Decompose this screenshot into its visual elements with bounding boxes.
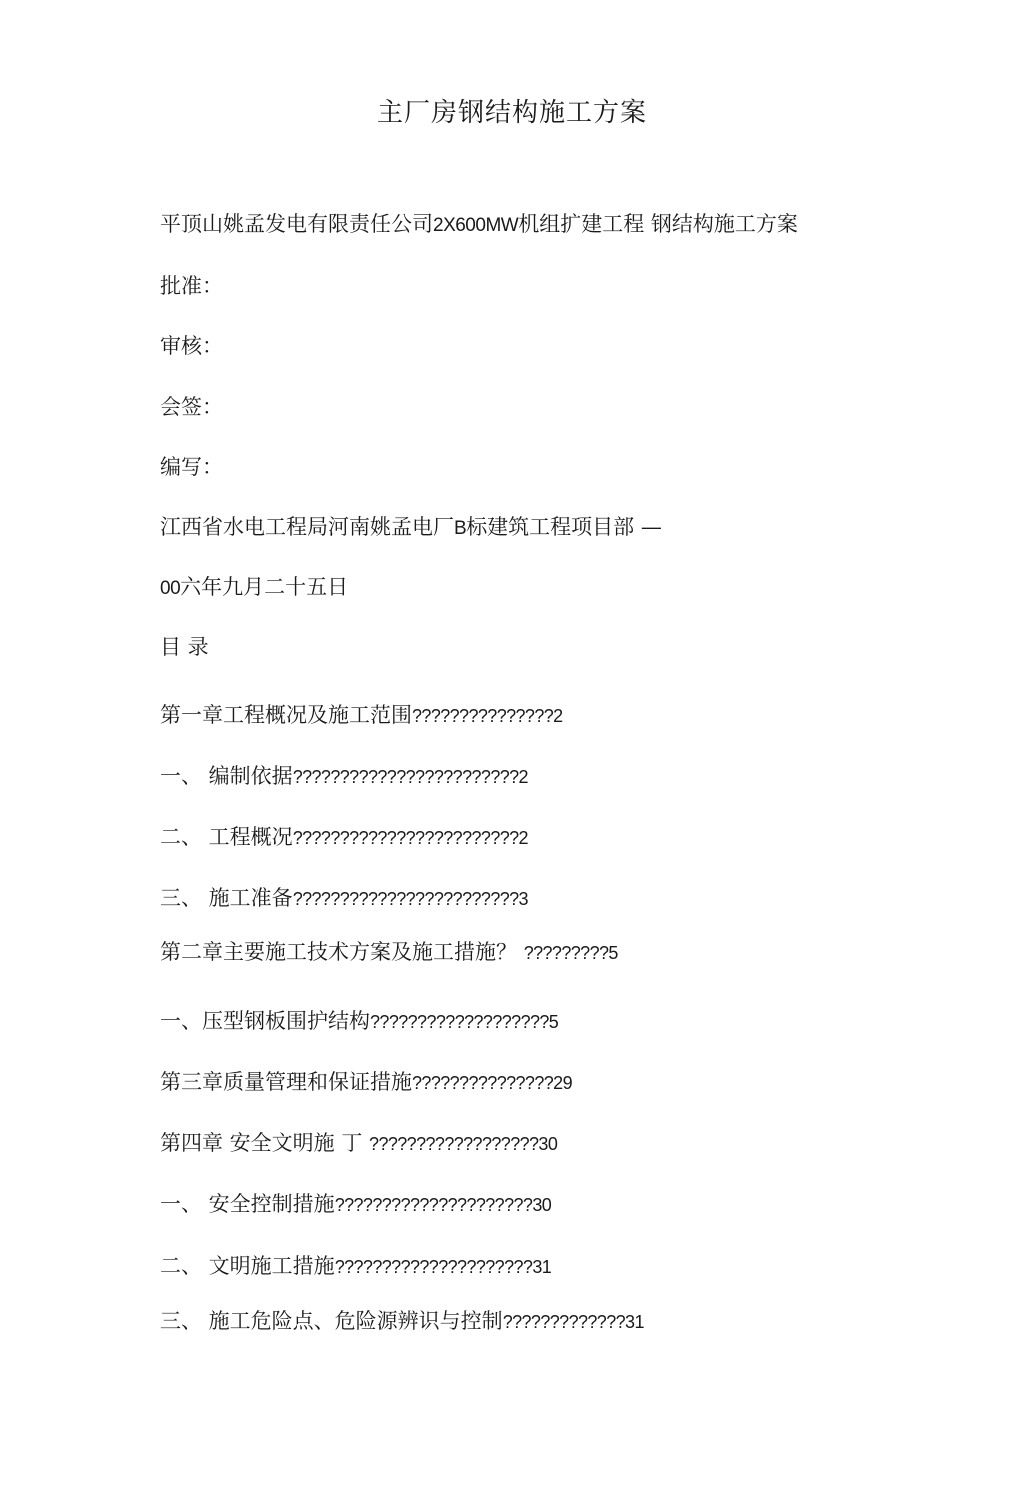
toc-entry-leader: ???????????????29 [412, 1073, 572, 1093]
toc-entry-label: 第三章质量管理和保证措施 [160, 1070, 412, 1094]
toc-entry-leader: ?????????????????????31 [334, 1257, 552, 1277]
toc-entry-label: 三、 施工危险点、危险源辨识与控制 [160, 1309, 503, 1333]
toc-entry[interactable] [160, 1127, 557, 1157]
project-description: 机组扩建工程 钢结构施工方案 [518, 212, 798, 236]
review-label: 审核： [160, 334, 223, 358]
toc-entry[interactable] [160, 699, 563, 729]
document-title: 主厂房钢结构施工方案 [376, 98, 647, 128]
toc-entry[interactable] [160, 882, 528, 912]
toc-entry-leader: ?????????5 [523, 943, 618, 963]
toc-entry[interactable] [160, 760, 528, 790]
toc-entry[interactable] [160, 1250, 551, 1280]
toc-entry-label: 三、 施工准备 [160, 886, 293, 910]
organization-line [160, 511, 662, 541]
toc-entry-leader: ????????????????????????2 [292, 767, 528, 787]
toc-entry-label: 第四章 安全文明施 丁 [160, 1131, 370, 1155]
project-line [160, 208, 798, 238]
toc-entry[interactable] [160, 1005, 558, 1035]
organization-name: 江西省水电工程局河南姚孟电厂 [160, 515, 454, 539]
toc-entry[interactable] [160, 821, 528, 851]
toc-heading: 目 录 [160, 635, 209, 659]
project-capacity: 2X600MW [433, 215, 519, 236]
countersign-label: 会签： [160, 395, 223, 419]
toc-entry-leader: ?????????????????????30 [334, 1195, 552, 1215]
toc-entry-leader: ???????????????2 [412, 706, 563, 726]
toc-entry[interactable] [160, 1188, 551, 1218]
author-label: 编写： [160, 455, 223, 479]
toc-entry-label: 一、 编制依据 [160, 764, 293, 788]
toc-entry-leader: ???????????????????5 [370, 1012, 559, 1032]
toc-entry-leader: ??????????????????30 [369, 1134, 558, 1154]
toc-entry[interactable] [160, 1305, 644, 1335]
date-text: 六年九月二十五日 [180, 575, 349, 599]
toc-entry[interactable] [160, 936, 618, 966]
toc-entry-label: 二、 工程概况 [160, 825, 293, 849]
approval-label: 批准： [160, 274, 223, 298]
project-company: 平顶山姚孟发电有限责任公司 [160, 212, 433, 236]
date-line [160, 571, 348, 601]
toc-entry-label: 第一章工程概况及施工范围 [160, 703, 412, 727]
date-prefix: 00 [160, 578, 181, 599]
toc-entry-label: 第二章主要施工技术方案及施工措施？ [160, 940, 524, 964]
toc-entry-label: 一、 安全控制措施 [160, 1192, 335, 1216]
toc-entry[interactable] [160, 1066, 572, 1096]
organization-section: B [454, 518, 467, 539]
toc-entry-label: 一、压型钢板围护结构 [160, 1009, 370, 1033]
toc-entry-leader: ????????????????????????2 [292, 828, 528, 848]
organization-dept: 标建筑工程项目部 — [466, 515, 662, 539]
toc-entry-leader: ????????????????????????3 [292, 889, 528, 909]
toc-entry-label: 二、 文明施工措施 [160, 1254, 335, 1278]
toc-entry-leader: ?????????????31 [502, 1312, 644, 1332]
